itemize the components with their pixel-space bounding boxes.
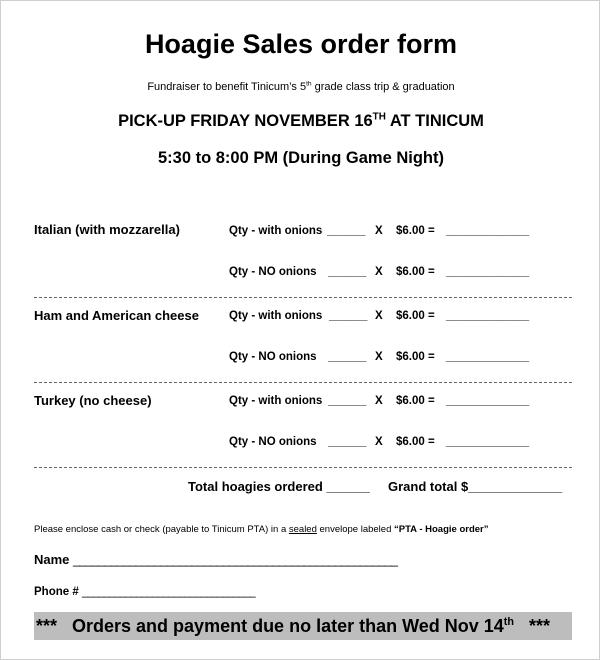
price-label: $6.00 = [396, 351, 435, 363]
instructions-text-mid: envelope labeled [316, 524, 394, 535]
subtitle-text-end: grade class trip & graduation [311, 81, 455, 93]
instructions-underlined: sealed [288, 524, 317, 535]
grand-total-label: Grand total $ [388, 479, 469, 494]
qty-label: Qty - NO onions [229, 436, 317, 448]
name-field [34, 552, 397, 567]
pickup-sup: TH [372, 111, 386, 123]
qty-label: Qty - with onions [229, 310, 323, 322]
qty-label: Qty - NO onions [229, 266, 317, 278]
phone-input-line[interactable]: ________________________________ [81, 586, 255, 598]
form-title: Hoagie Sales order form [144, 29, 458, 59]
total-hoagies-label: Total hoagies ordered [188, 479, 323, 494]
price-label: $6.00 = [396, 395, 435, 407]
qty-input-line[interactable]: ______ [328, 351, 367, 363]
pickup-time: 5:30 to 8:00 PM (During Game Night) [157, 149, 445, 167]
payment-instructions [34, 524, 488, 535]
section-divider [34, 297, 572, 298]
price-label: $6.00 = [396, 436, 435, 448]
qty-label: Qty - with onions [229, 395, 323, 407]
subtitle-sup: th [306, 80, 312, 88]
pickup-date [1, 112, 600, 131]
section-divider [34, 382, 572, 383]
qty-input-line[interactable]: ______ [328, 436, 367, 448]
qty-input-line[interactable]: ______ [328, 395, 367, 407]
times-sign: X [375, 310, 383, 322]
qty-input-line[interactable]: ______ [329, 310, 368, 322]
grand-total-input[interactable]: _____________ [468, 479, 563, 494]
times-sign: X [375, 395, 383, 407]
times-sign: X [375, 266, 383, 278]
phone-label: Phone # [34, 586, 79, 598]
banner-sup: th [503, 616, 514, 628]
item-name-ham: Ham and American cheese [34, 308, 199, 323]
name-label: Name [34, 552, 70, 567]
line-total-input[interactable]: _____________ [446, 351, 530, 363]
times-sign: X [375, 436, 383, 448]
pickup-text-end: AT TINICUM [385, 112, 484, 130]
name-input-line[interactable]: ____________________________________________________ [73, 552, 398, 567]
item-name-turkey: Turkey (no cheese) [34, 393, 152, 408]
qty-label: Qty - NO onions [229, 351, 317, 363]
total-hoagies-input[interactable]: ______ [326, 479, 370, 494]
times-sign: X [375, 225, 383, 237]
price-label: $6.00 = [396, 266, 435, 278]
line-total-input[interactable]: _____________ [446, 310, 530, 322]
banner-text-end: *** [513, 616, 551, 636]
fundraiser-subtitle [1, 81, 600, 93]
line-total-input[interactable]: _____________ [446, 395, 530, 407]
instructions-text: Please enclose cash or check (payable to Tinicum PTA) in a [34, 524, 289, 535]
pickup-text: PICK-UP FRIDAY NOVEMBER 16 [118, 112, 373, 130]
banner-text: *** Orders and payment due no later than Wed Nov 14 [36, 616, 504, 636]
price-label: $6.00 = [396, 225, 435, 237]
phone-field [34, 586, 255, 598]
envelope-label: “PTA - Hoagie order” [394, 524, 489, 535]
grand-total [388, 479, 562, 494]
subtitle-text: Fundraiser to benefit Tinicum’s 5 [147, 81, 307, 93]
line-total-input[interactable]: _____________ [446, 225, 530, 237]
price-label: $6.00 = [396, 310, 435, 322]
qty-label: Qty - with onions [229, 225, 323, 237]
qty-input-line[interactable]: ______ [327, 225, 366, 237]
qty-input-line[interactable]: ______ [328, 266, 367, 278]
line-total-input[interactable]: _____________ [446, 436, 530, 448]
line-total-input[interactable]: _____________ [446, 266, 530, 278]
deadline-banner [34, 612, 572, 640]
times-sign: X [375, 351, 383, 363]
section-divider [34, 467, 572, 468]
item-name-italian: Italian (with mozzarella) [34, 222, 180, 237]
total-hoagies [188, 479, 370, 494]
